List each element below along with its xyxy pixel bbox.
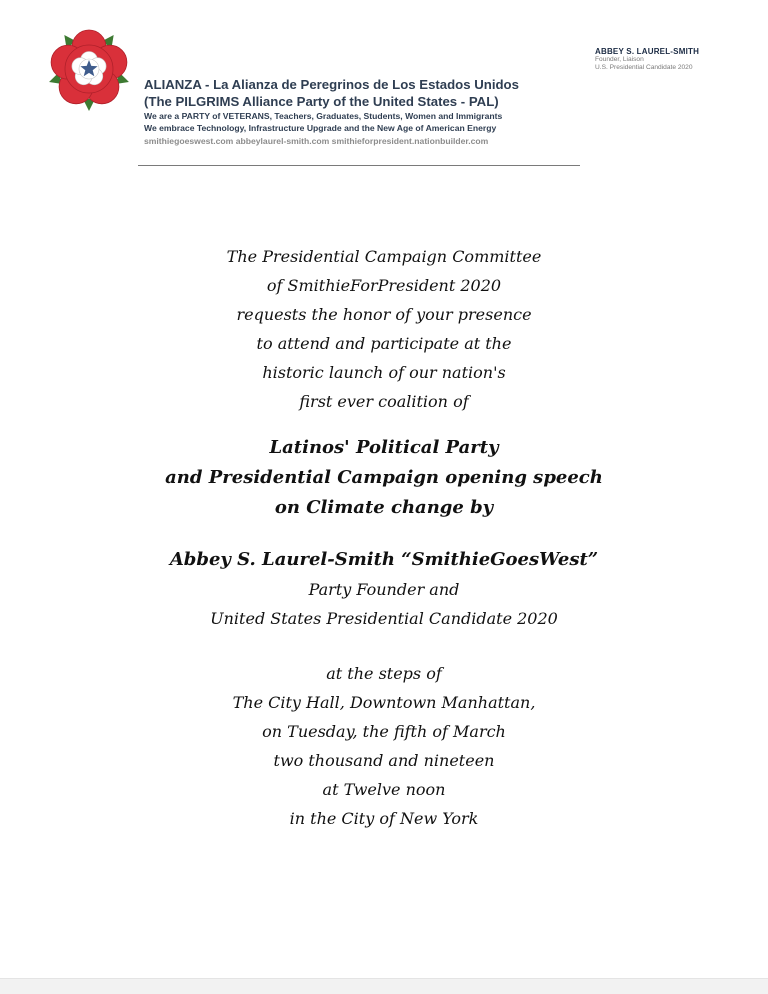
sender-name: ABBEY S. LAUREL-SMITH <box>595 47 700 56</box>
intro-line: The Presidential Campaign Committee <box>226 247 542 266</box>
details-line: The City Hall, Downtown Manhattan, <box>232 693 536 712</box>
event-line: on Climate change by <box>274 497 494 518</box>
sender-block <box>595 47 755 72</box>
details-line: on Tuesday, the fifth of March <box>262 722 506 741</box>
org-title-line2: (The PILGRIMS Alliance Party of the United States - PAL) <box>144 94 499 109</box>
event-line: and Presidential Campaign opening speech <box>165 467 603 488</box>
sender-role: Founder, Liaison <box>595 56 644 63</box>
intro-line: first ever coalition of <box>299 392 469 411</box>
rose-emblem-icon <box>44 26 134 112</box>
org-title-line1: ALIANZA - La Alianza de Peregrinos de Los Estados Unidos <box>144 77 519 92</box>
org-tagline-1: We are a PARTY of VETERANS, Teachers, Graduates, Students, Women and Immigrants <box>144 111 503 121</box>
details-line: at the steps of <box>326 664 442 683</box>
org-tagline-2: We embrace Technology, Infrastructure Upgrade and the New Age of American Energy <box>144 123 497 133</box>
details-line: at Twelve noon <box>322 780 446 799</box>
intro-line: of SmithieForPresident 2020 <box>266 276 502 295</box>
speaker-title-line: United States Presidential Candidate 2020 <box>210 609 558 628</box>
details-line: two thousand and nineteen <box>273 751 495 770</box>
letterhead-divider <box>138 165 580 166</box>
speaker-name: Abbey S. Laurel-Smith “SmithieGoesWest” <box>169 549 599 570</box>
sender-candidacy: U.S. Presidential Candidate 2020 <box>595 64 693 71</box>
invitation-body <box>84 242 684 833</box>
org-websites: smithiegoeswest.com abbeylaurel-smith.com smithieforpresident.nationbuilder.com <box>144 136 489 146</box>
intro-line: to attend and participate at the <box>256 334 512 353</box>
intro-line: historic launch of our nation's <box>262 363 506 382</box>
details-line: in the City of New York <box>289 809 479 828</box>
speaker-title-line: Party Founder and <box>308 580 460 599</box>
organization-letterhead <box>144 76 594 147</box>
event-line: Latinos' Political Party <box>269 437 499 458</box>
intro-line: requests the honor of your presence <box>236 305 532 324</box>
viewer-bottom-strip <box>0 978 768 994</box>
